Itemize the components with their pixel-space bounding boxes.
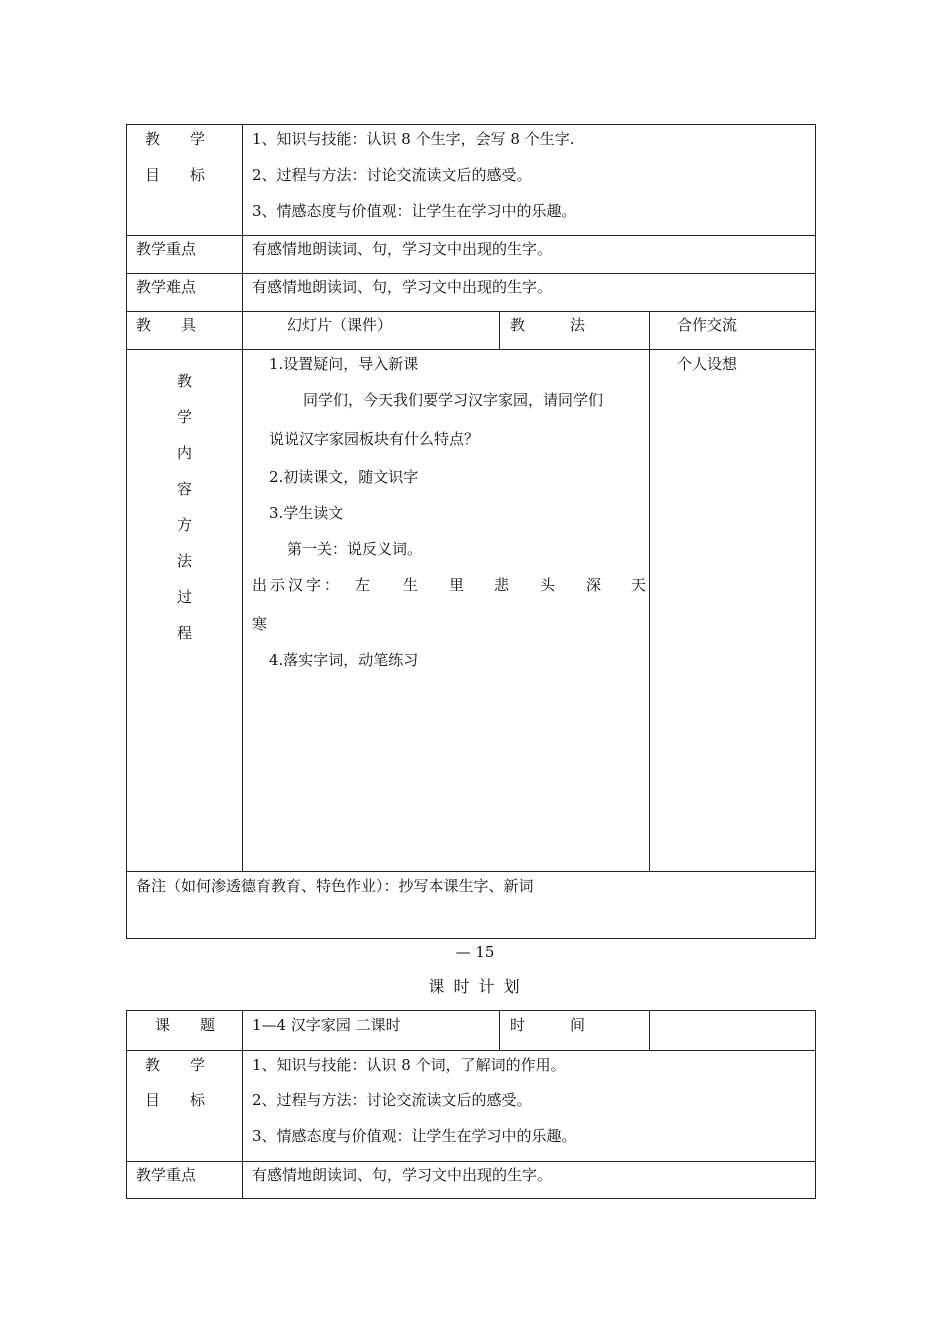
time-label-cell xyxy=(499,1011,649,1050)
process-label-char: 内 xyxy=(177,444,193,462)
side-note: 个人设想 xyxy=(677,355,738,373)
process-label-cell xyxy=(127,350,242,872)
lesson-plan-table-2 xyxy=(126,1010,816,1199)
show-chars-label: 出示汉字： xyxy=(252,576,343,594)
process-label-char: 方 xyxy=(177,516,193,534)
goals-label-line1: 教 学 xyxy=(145,1056,206,1074)
show-char: 左 xyxy=(355,576,371,594)
page-number: — 15 xyxy=(455,943,495,961)
topic-label: 课 题 xyxy=(155,1016,216,1034)
goals-label-line2: 目 标 xyxy=(145,1091,206,1109)
method-value-cell xyxy=(649,312,815,350)
topic-row xyxy=(127,1011,815,1050)
side-note-cell xyxy=(649,350,815,872)
goals-row xyxy=(127,125,815,235)
process-line: 4.落实字词，动笔练习 xyxy=(269,651,419,669)
method-label: 教 法 xyxy=(510,316,586,334)
topic-label-cell xyxy=(127,1011,242,1050)
goal-item: 3、情感态度与价值观：让学生在学习中的乐趣。 xyxy=(252,202,577,220)
show-char: 悲 xyxy=(494,576,510,594)
tools-label: 教 具 xyxy=(136,316,197,334)
key-point-label-cell-2 xyxy=(127,1162,242,1198)
goal-item: 1、知识与技能：认识 8 个词，了解词的作用。 xyxy=(252,1056,566,1074)
method-value: 合作交流 xyxy=(677,316,738,334)
process-line: 1.设置疑问，导入新课 xyxy=(269,355,419,373)
process-line: 说说汉字家园板块有什么特点？ xyxy=(269,430,480,448)
difficulty-row xyxy=(127,273,815,312)
lesson-plan-table-1 xyxy=(126,124,816,939)
goal-item: 2、过程与方法：讨论交流读文后的感受。 xyxy=(252,166,532,184)
process-row xyxy=(127,349,815,872)
goals-content-cell xyxy=(242,125,815,235)
process-label-char: 法 xyxy=(177,552,193,570)
goals-row-2 xyxy=(127,1050,815,1162)
show-char: 天 xyxy=(631,576,647,594)
process-label-char: 程 xyxy=(177,624,193,642)
show-char: 头 xyxy=(540,576,556,594)
time-value-cell xyxy=(649,1011,815,1050)
remarks-row xyxy=(127,871,815,938)
key-point-label: 教学重点 xyxy=(136,240,197,258)
key-point-row xyxy=(127,235,815,274)
show-char: 深 xyxy=(586,576,602,594)
tools-value-cell xyxy=(242,312,499,350)
key-point-content-cell xyxy=(242,236,815,274)
time-label: 时 间 xyxy=(510,1016,586,1034)
tools-value: 幻灯片（课件） xyxy=(287,316,393,334)
key-point-row-2 xyxy=(127,1161,815,1198)
section-title: 课 时 计 划 xyxy=(428,977,522,996)
tools-label-cell xyxy=(127,312,242,350)
show-char: 生 xyxy=(403,576,419,594)
difficulty-label: 教学难点 xyxy=(136,278,197,296)
key-point-content-cell-2 xyxy=(242,1162,815,1198)
key-point-label-cell xyxy=(127,236,242,274)
remarks-text: 备注（如何渗透德育教育、特色作业）：抄写本课生字、新词 xyxy=(136,877,534,895)
process-line: 同学们，今天我们要学习汉字家园，请同学们 xyxy=(303,391,604,409)
key-point-text: 有感情地朗读词、句，学习文中出现的生字。 xyxy=(252,240,553,258)
goals-label-cell xyxy=(127,125,242,235)
process-line: 第一关：说反义词。 xyxy=(287,540,423,558)
goals-label-line1: 教 学 xyxy=(145,130,206,148)
process-line: 3.学生读文 xyxy=(269,504,344,522)
process-line: 寒 xyxy=(252,615,268,633)
difficulty-text: 有感情地朗读词、句，学习文中出现的生字。 xyxy=(252,278,553,296)
goal-item: 1、知识与技能：认识 8 个生字，会写 8 个生字. xyxy=(252,130,575,148)
goal-item: 3、情感态度与价值观：让学生在学习中的乐趣。 xyxy=(252,1127,577,1145)
process-label-char: 过 xyxy=(177,588,193,606)
goals-content-cell-2 xyxy=(242,1051,815,1162)
process-line: 2.初读课文，随文识字 xyxy=(269,468,419,486)
goals-label-cell-2 xyxy=(127,1051,242,1162)
goals-label-line2: 目 标 xyxy=(145,166,206,184)
process-label-char: 容 xyxy=(177,480,193,498)
difficulty-label-cell xyxy=(127,274,242,312)
process-content-cell xyxy=(242,350,649,872)
method-label-cell xyxy=(499,312,649,350)
key-point-label: 教学重点 xyxy=(136,1166,197,1184)
process-label-char: 学 xyxy=(177,408,193,426)
topic-value-cell xyxy=(242,1011,499,1050)
topic-value: 1—4 汉字家园 二课时 xyxy=(252,1016,401,1034)
goal-item: 2、过程与方法：讨论交流读文后的感受。 xyxy=(252,1091,532,1109)
process-label-char: 教 xyxy=(177,372,193,390)
show-char: 里 xyxy=(449,576,465,594)
tools-row xyxy=(127,311,815,350)
key-point-text: 有感情地朗读词、句，学习文中出现的生字。 xyxy=(252,1166,553,1184)
difficulty-content-cell xyxy=(242,274,815,312)
